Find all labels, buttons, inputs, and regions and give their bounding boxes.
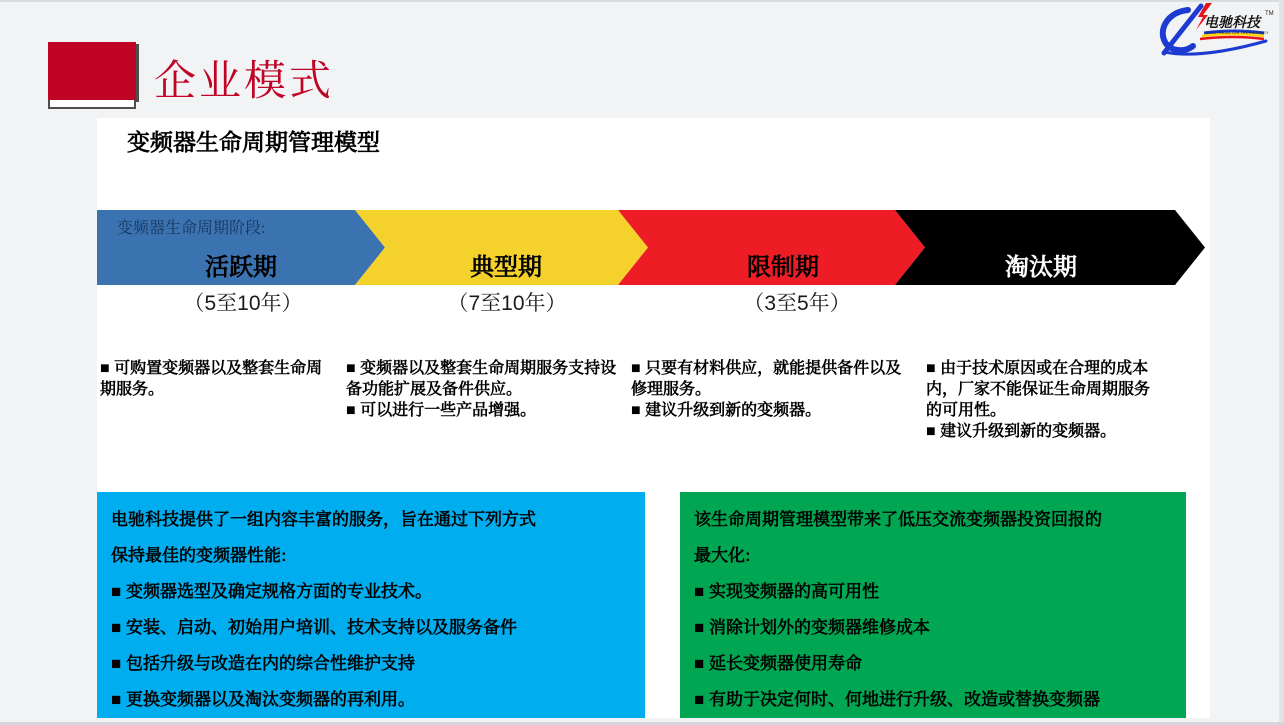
phase-bullets-limited [631, 358, 909, 421]
company-logo [1154, 3, 1274, 57]
bullet-item: ■ 由于技术原因或在合理的成本内，厂家不能保证生命周期服务的可用性。 [926, 360, 1151, 419]
top-border-line [0, 0, 1284, 2]
phase-name-active: 活跃期 [205, 254, 277, 281]
benefits-item: ■ 实现变频器的高可用性 [694, 582, 879, 601]
phase-bullets-classic [346, 358, 624, 421]
title-accent-block [48, 42, 136, 110]
red-accent-square [48, 42, 136, 100]
benefits-box [680, 492, 1186, 718]
phase-years-active: （5至10年） [183, 292, 303, 315]
services-intro-line: 电驰科技提供了一组内容丰富的服务，旨在通过下列方式 [111, 510, 536, 529]
benefits-intro-line: 该生命周期管理模型带来了低压交流变频器投资回报的 [694, 510, 1102, 529]
benefits-item: ■ 消除计划外的变频器维修成本 [694, 618, 930, 637]
benefits-intro-line: 最大化: [694, 546, 751, 565]
bullet-item: ■ 只要有材料供应，就能提供备件以及修理服务。 [631, 360, 902, 398]
bullet-item: ■ 可以进行一些产品增强。 [346, 402, 537, 419]
model-heading: 变频器生命周期管理模型 [127, 130, 380, 155]
phase-years-classic: （7至10年） [447, 292, 567, 315]
logo-graphic [1154, 3, 1274, 57]
phase-bullets-active [100, 358, 338, 400]
page-title: 企业模式 [154, 57, 335, 104]
benefits-item: ■ 有助于决定何时、何地进行升级、改造或替换变频器 [694, 690, 1100, 709]
bullet-item: ■ 可购置变频器以及整套生命周期服务。 [100, 360, 323, 398]
lifecycle-band [97, 210, 1210, 285]
content-panel [97, 118, 1210, 718]
phase-name-classic: 典型期 [470, 254, 542, 281]
services-intro-line: 保持最佳的变频器性能: [111, 546, 287, 565]
services-item: ■ 安装、启动、初始用户培训、技术支持以及服务备件 [111, 618, 517, 637]
phase-name-obsolete: 淘汰期 [1005, 254, 1077, 281]
logo-subtext: ELECTRICAL CHI TECHNOLOGY [1206, 31, 1269, 35]
services-item: ■ 包括升级与改造在内的综合性维护支持 [111, 654, 415, 673]
phase-years-limited: （3至5年） [743, 292, 851, 315]
phase-bullets-obsolete [926, 358, 1162, 442]
logo-stripe-red [1200, 37, 1264, 39]
logo-swoosh-icon [1163, 10, 1193, 50]
right-border-strip [1279, 0, 1284, 725]
band-label: 变频器生命周期阶段: [117, 220, 266, 237]
services-box [97, 492, 645, 718]
phase-name-limited: 限制期 [747, 254, 819, 281]
accent-underline [48, 100, 136, 109]
services-item: ■ 更换变频器以及淘汰变频器的再利用。 [111, 690, 415, 709]
services-item: ■ 变频器选型及确定规格方面的专业技术。 [111, 582, 432, 601]
logo-tm-mark: TM [1265, 11, 1274, 17]
bullet-item: ■ 变频器以及整套生命周期服务支持设备功能扩展及备件供应。 [346, 360, 617, 398]
bullet-item: ■ 建议升级到新的变频器。 [926, 423, 1117, 440]
logo-brand-text: 电驰科技 [1204, 14, 1260, 30]
bullet-item: ■ 建议升级到新的变频器。 [631, 402, 822, 419]
benefits-item: ■ 延长变频器使用寿命 [694, 654, 862, 673]
